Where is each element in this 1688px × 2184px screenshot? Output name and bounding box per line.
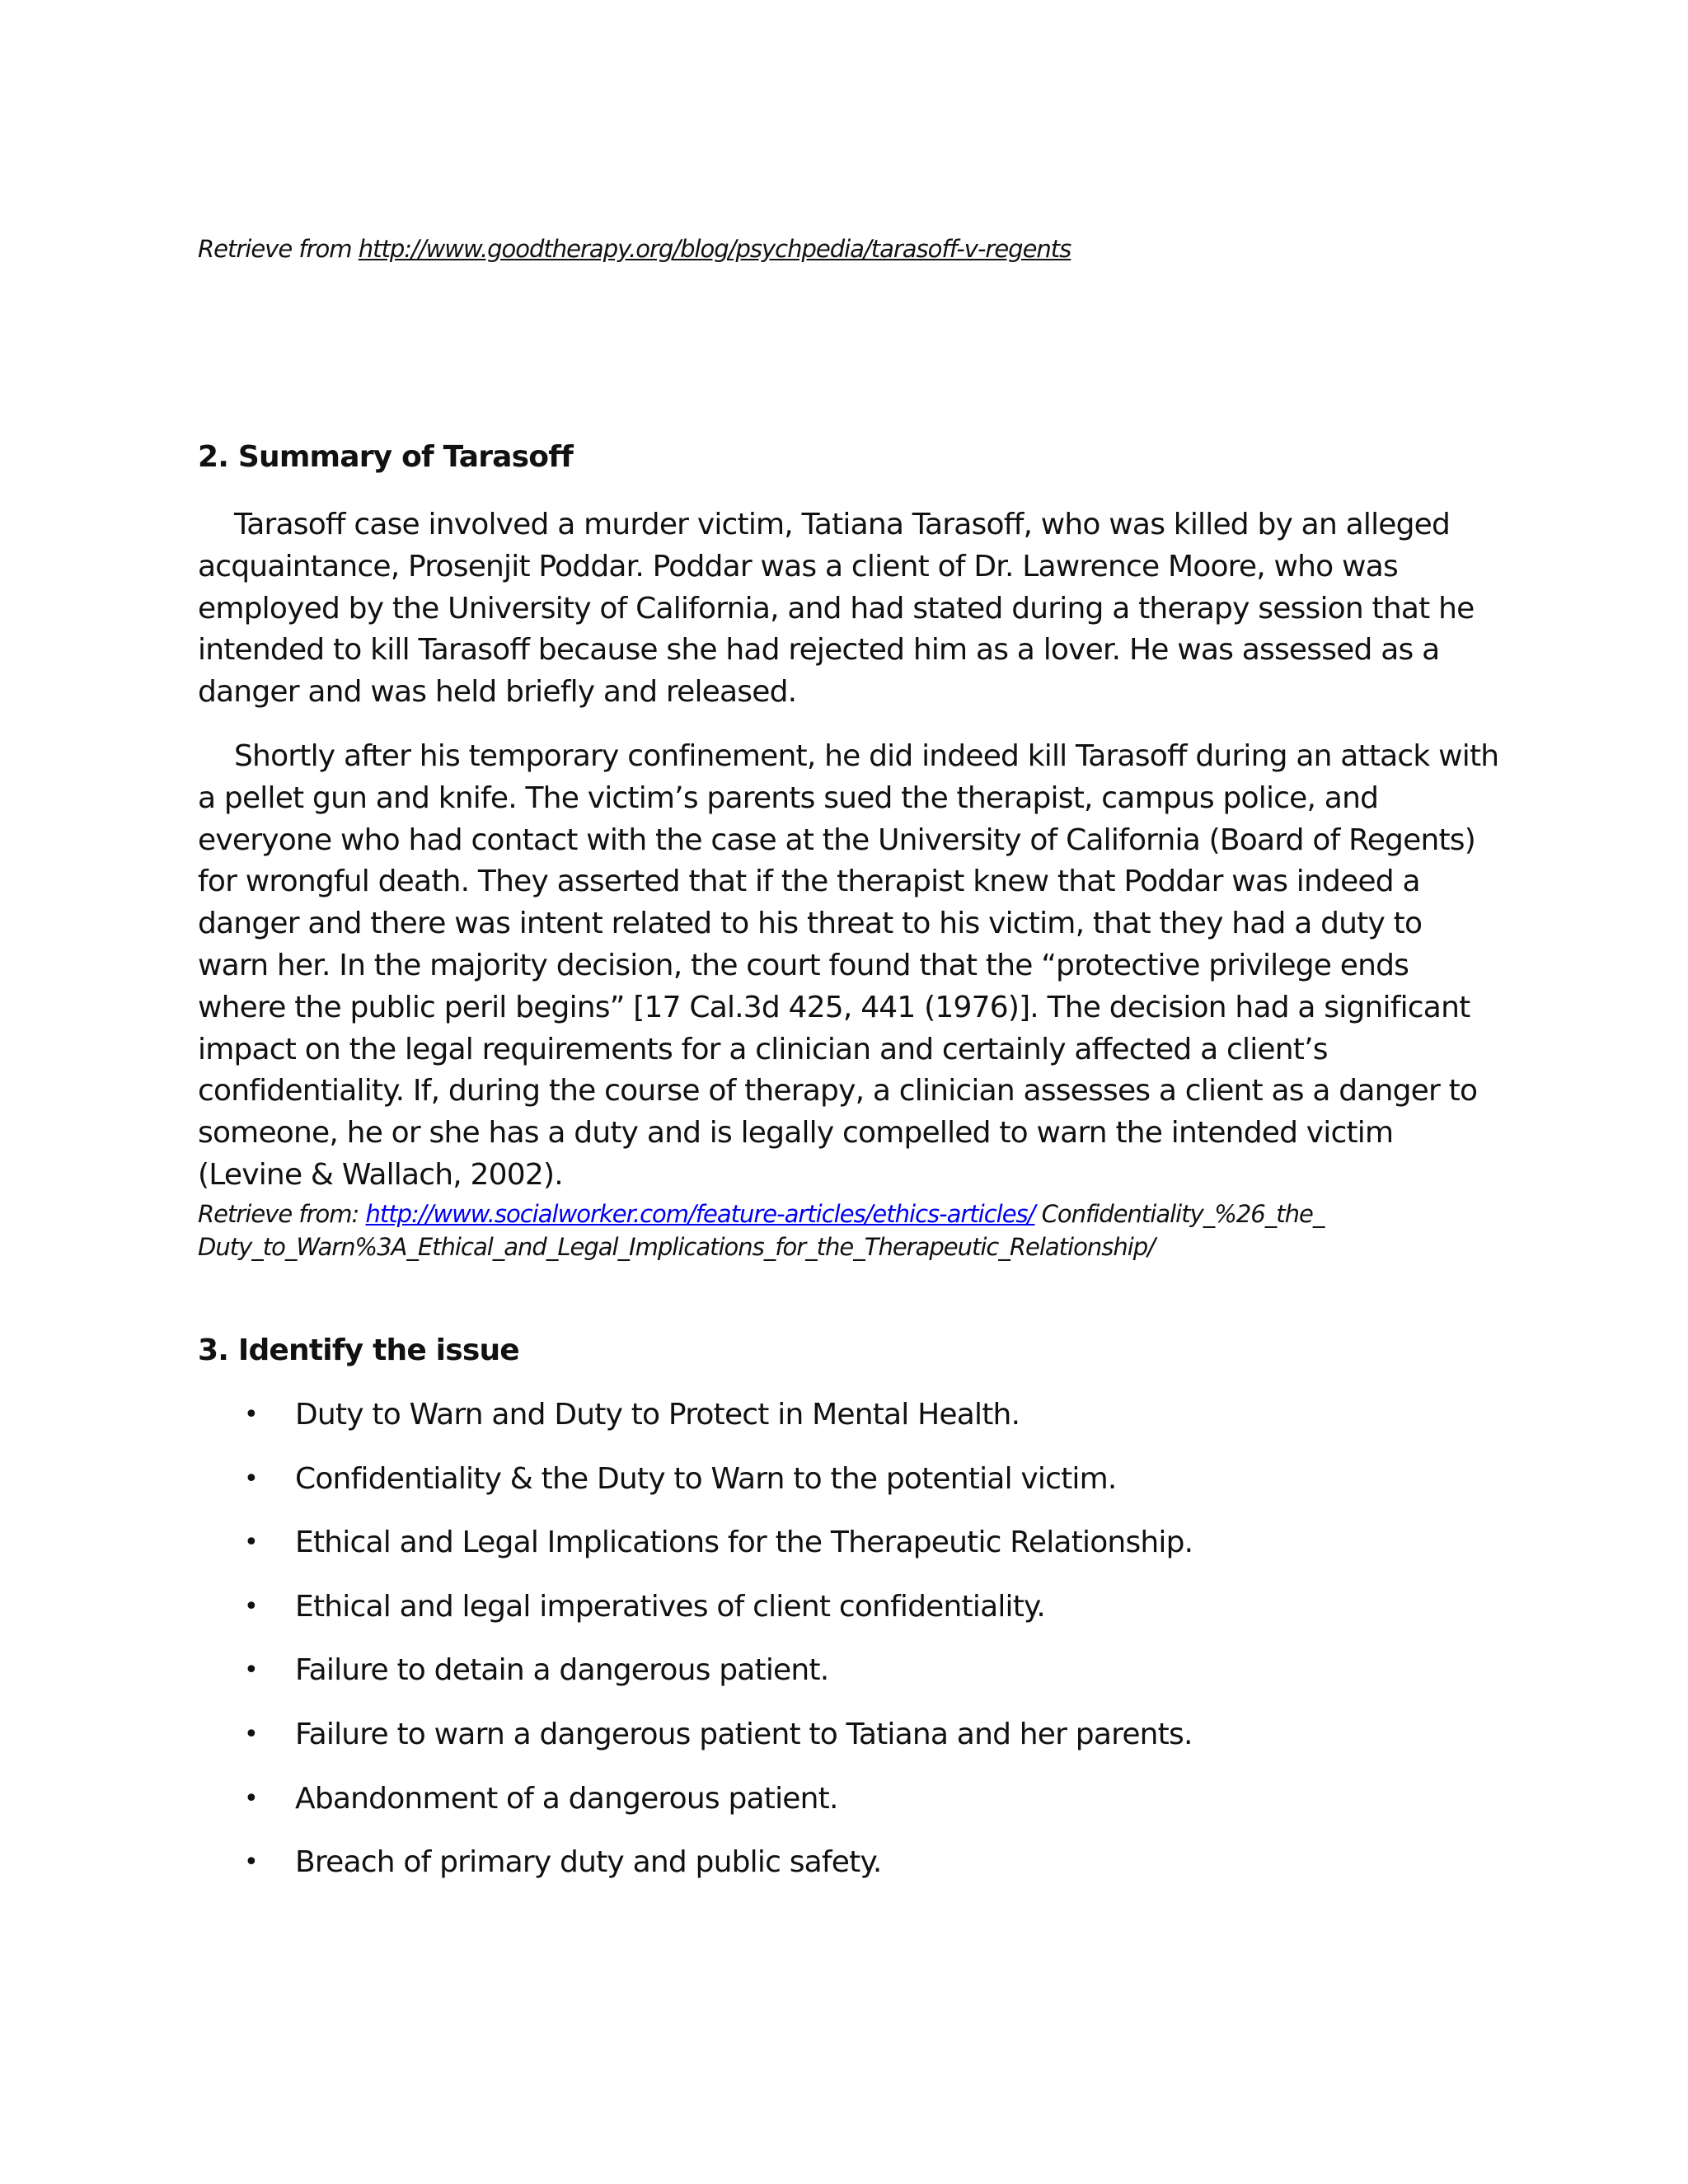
section-2-heading <box>198 437 573 478</box>
bullet: • <box>244 1719 258 1749</box>
issue-text: Confidentiality & the Duty to Warn to the potential victim. <box>295 1461 1117 1496</box>
citation-prefix: Retrieve from <box>198 235 359 263</box>
section-3-heading <box>198 1330 519 1371</box>
list-item <box>198 1714 1193 1779</box>
section-number: 2. <box>198 440 229 474</box>
issue-text: Breach of primary duty and public safety. <box>295 1845 882 1880</box>
goodtherapy-link[interactable]: http://www.goodtherapy.org/blog/psychpedia/tarasoff-v-regents <box>358 235 1071 263</box>
bullet: • <box>244 1464 258 1493</box>
list-item <box>198 1650 1193 1714</box>
list-item <box>198 1394 1193 1459</box>
section-title: Summary of Tarasoff <box>228 440 573 474</box>
issue-text: Ethical and legal imperatives of client confidentiality. <box>295 1589 1046 1624</box>
issue-text: Duty to Warn and Duty to Protect in Mental Health. <box>295 1398 1020 1432</box>
issue-list <box>198 1394 1193 1906</box>
citation-path: Confidentiality_%26_the_ Duty_to_Warn%3A_Ethical_and_Legal_Implications_for_the_Therapeutic_Relationship/ <box>198 1200 1325 1261</box>
issue-text: Failure to warn a dangerous patient to Tatiana and her parents. <box>295 1717 1193 1751</box>
issue-text: Ethical and Legal Implications for the Therapeutic Relationship. <box>295 1526 1193 1560</box>
source-citation-socialworker <box>198 1197 1517 1263</box>
section-title: Identify the issue <box>228 1333 519 1367</box>
bullet: • <box>244 1656 258 1685</box>
bullet: • <box>244 1528 258 1558</box>
issue-text: Abandonment of a dangerous patient. <box>295 1781 838 1816</box>
list-item <box>198 1459 1193 1523</box>
summary-paragraph-1: Tarasoff case involved a murder victim, Tatiana Tarasoff, who was killed by an alleged acquaintance, Prosenjit Poddar. Poddar was a client of Dr. Lawrence Moore, who was employed by the University of California, and had stated during a therapy session that he intended to kill Tarasoff because she had rejected him as a lover. He was assessed as a danger and was held briefly and released. <box>198 508 1475 710</box>
socialworker-link[interactable]: http://www.socialworker.com/feature-articles/ethics-articles/ <box>365 1200 1035 1228</box>
bullet: • <box>244 1783 258 1813</box>
bullet: • <box>244 1848 258 1877</box>
bullet: • <box>244 1400 258 1429</box>
list-item <box>198 1842 1193 1906</box>
list-item <box>198 1586 1193 1651</box>
list-item <box>198 1779 1193 1843</box>
section-number: 3. <box>198 1333 229 1367</box>
tarasoff-summary <box>198 504 1500 1219</box>
bullet: • <box>244 1591 258 1621</box>
source-citation-goodtherapy <box>198 232 1071 265</box>
summary-paragraph-2: Shortly after his temporary confinement, he did indeed kill Tarasoff during an attack with a pellet gun and knife. The victim’s parents sued the therapist, campus police, and everyone who had contact with the case at the University of California (Board of Regents) for wrongful death. They asserted that if the therapist knew that Poddar was indeed a danger and there was intent related to his threat to his victim, that they had a duty to warn her. In the majority decision, the court found that the “protective privilege ends where the public peril begins” [17 Cal.3d 425, 441 (1976)]. The decision had a significant impact on the legal requirements for a clinician and certainly affected a client’s confidentiality. If, during the course of therapy, a clinician assesses a client as a danger to someone, he or she has a duty and is legally compelled to warn the intended victim (Levine & Wallach, 2002). <box>198 738 1499 1192</box>
citation-prefix: Retrieve from: <box>198 1200 366 1228</box>
list-item <box>198 1522 1193 1586</box>
issue-text: Failure to detain a dangerous patient. <box>295 1653 829 1688</box>
